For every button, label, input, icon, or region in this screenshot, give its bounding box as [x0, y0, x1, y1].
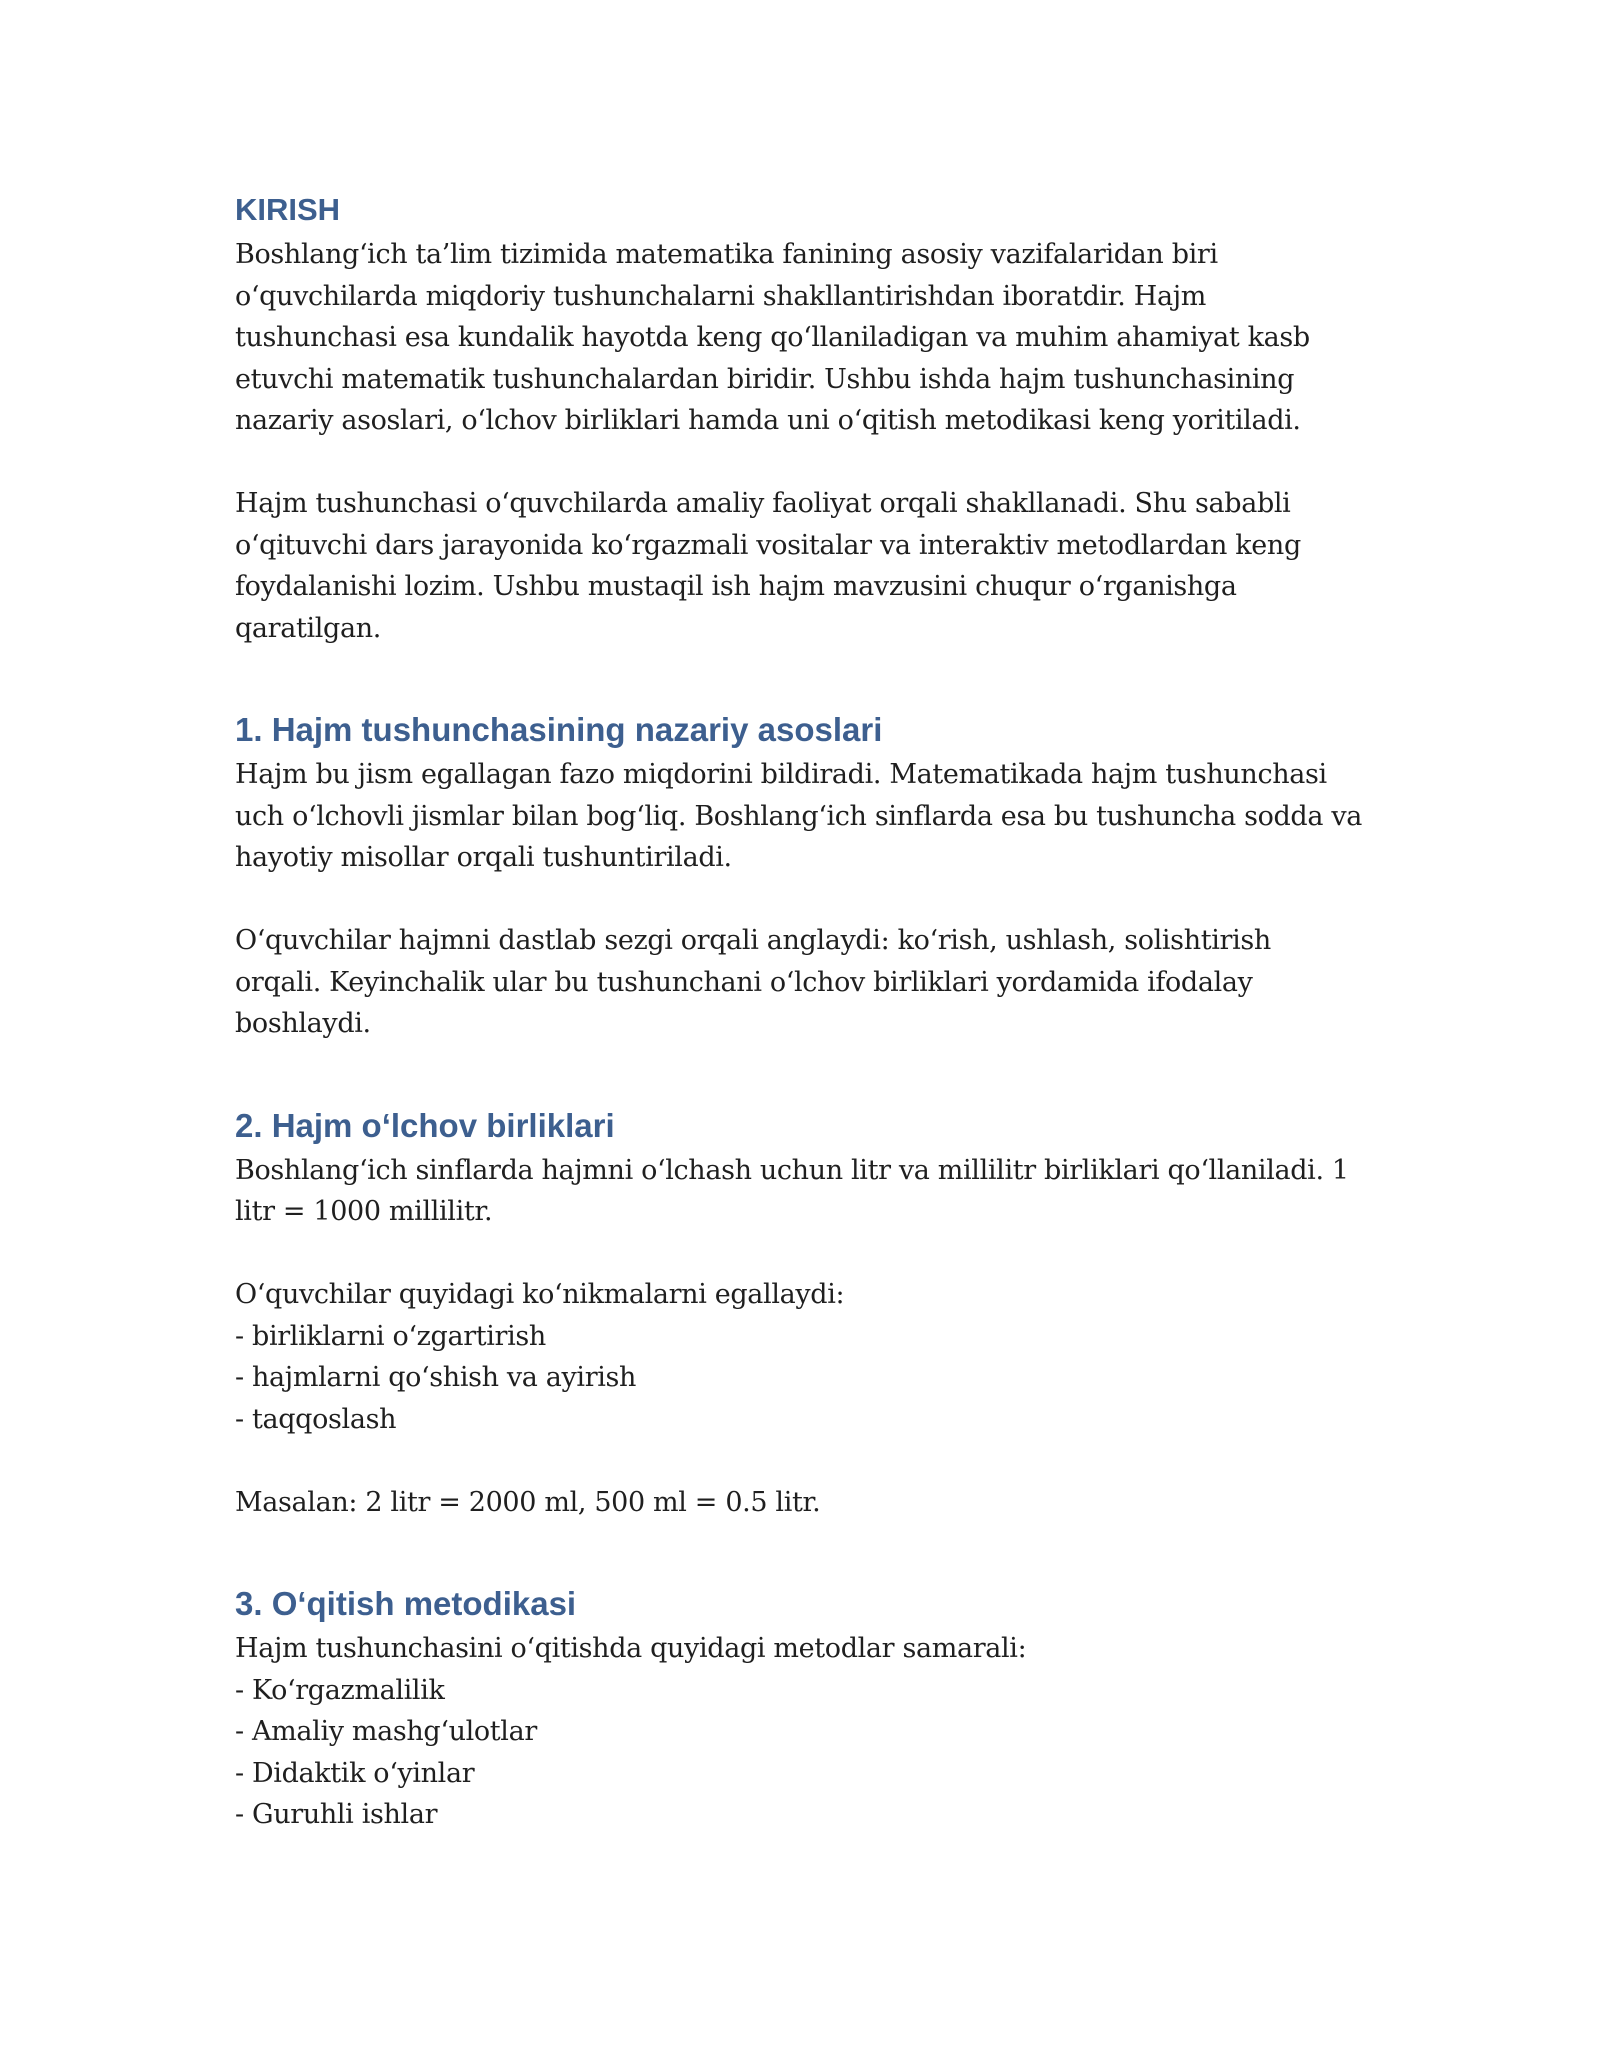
list-item: - Guruhli ishlar	[235, 1799, 438, 1830]
section-3-methods-list	[235, 1670, 1365, 1836]
section-2-paragraph-1: Boshlang‘ich sinflarda hajmni o‘lchash uchun litr va millilitr birliklari qo‘llaniladi. 1 litr = 1000 millilitr.	[235, 1154, 1349, 1227]
intro-paragraph-1: Boshlang‘ich ta’lim tizimida matematika fanining asosiy vazifalaridan biri o‘quvchilarda miqdoriy tushunchalarni shakllantirishdan iboratdir. Hajm tushunchasi esa kundalik hayotda keng qo‘llaniladigan va muhim ahamiyat kasb etuvchi matematik tushunchalardan biridir. Ushbu ishda hajm tushunchasining nazariy asoslari, o‘lchov birliklari hamda uni o‘qitish metodikasi keng yoritiladi.	[235, 239, 1310, 436]
section-2	[235, 1102, 1365, 1524]
list-item: - Ko‘rgazmalilik	[235, 1674, 445, 1706]
intro-heading: KIRISH	[235, 192, 341, 227]
section-2-skills-list	[235, 1316, 1365, 1441]
intro-paragraph-2: Hajm tushunchasi o‘quvchilarda amaliy faoliyat orqali shakllanadi. Shu sababli o‘qituvchi dars jarayonida ko‘rgazmali vositalar va interaktiv metodlardan keng foydalanishi lozim. Ushbu mustaqil ish hajm mavzusini chuqur o‘rganishga qaratilgan.	[235, 488, 1301, 644]
section-2-example: Masalan: 2 litr = 2000 ml, 500 ml = 0.5 litr.	[235, 1486, 821, 1518]
list-item: - birliklarni o‘zgartirish	[235, 1320, 546, 1352]
section-2-list-intro: O‘quvchilar quyidagi ko‘nikmalarni egallaydi:	[235, 1279, 845, 1310]
list-item: - Didaktik o‘yinlar	[235, 1757, 475, 1789]
document-body	[235, 186, 1365, 1836]
list-item: - taqqoslash	[235, 1403, 397, 1435]
section-3-list-intro: Hajm tushunchasini o‘qitishda quyidagi metodlar samarali:	[235, 1633, 1027, 1664]
section-1-paragraph-2: O‘quvchilar hajmni dastlab sezgi orqali anglaydi: ko‘rish, ushlash, solishtirish orqali. Keyinchalik ular bu tushunchani o‘lchov birliklari yordamida ifodalay boshlaydi.	[235, 925, 1271, 1039]
section-1-heading: 1. Hajm tushunchasining nazariy asoslari	[235, 711, 883, 748]
section-2-heading: 2. Hajm o‘lchov birliklari	[235, 1106, 615, 1144]
list-item: - Amaliy mashg‘ulotlar	[235, 1716, 537, 1747]
section-1	[235, 706, 1365, 1045]
intro-section	[235, 186, 1365, 649]
section-3	[235, 1580, 1365, 1836]
list-item: - hajmlarni qo‘shish va ayirish	[235, 1362, 637, 1393]
section-1-paragraph-1: Hajm bu jism egallagan fazo miqdorini bildiradi. Matematikada hajm tushunchasi uch o‘lchovli jismlar bilan bog‘liq. Boshlang‘ich sinflarda esa bu tushuncha sodda va hayotiy misollar orqali tushuntiriladi.	[235, 759, 1362, 873]
section-3-heading: 3. O‘qitish metodikasi	[235, 1585, 577, 1622]
